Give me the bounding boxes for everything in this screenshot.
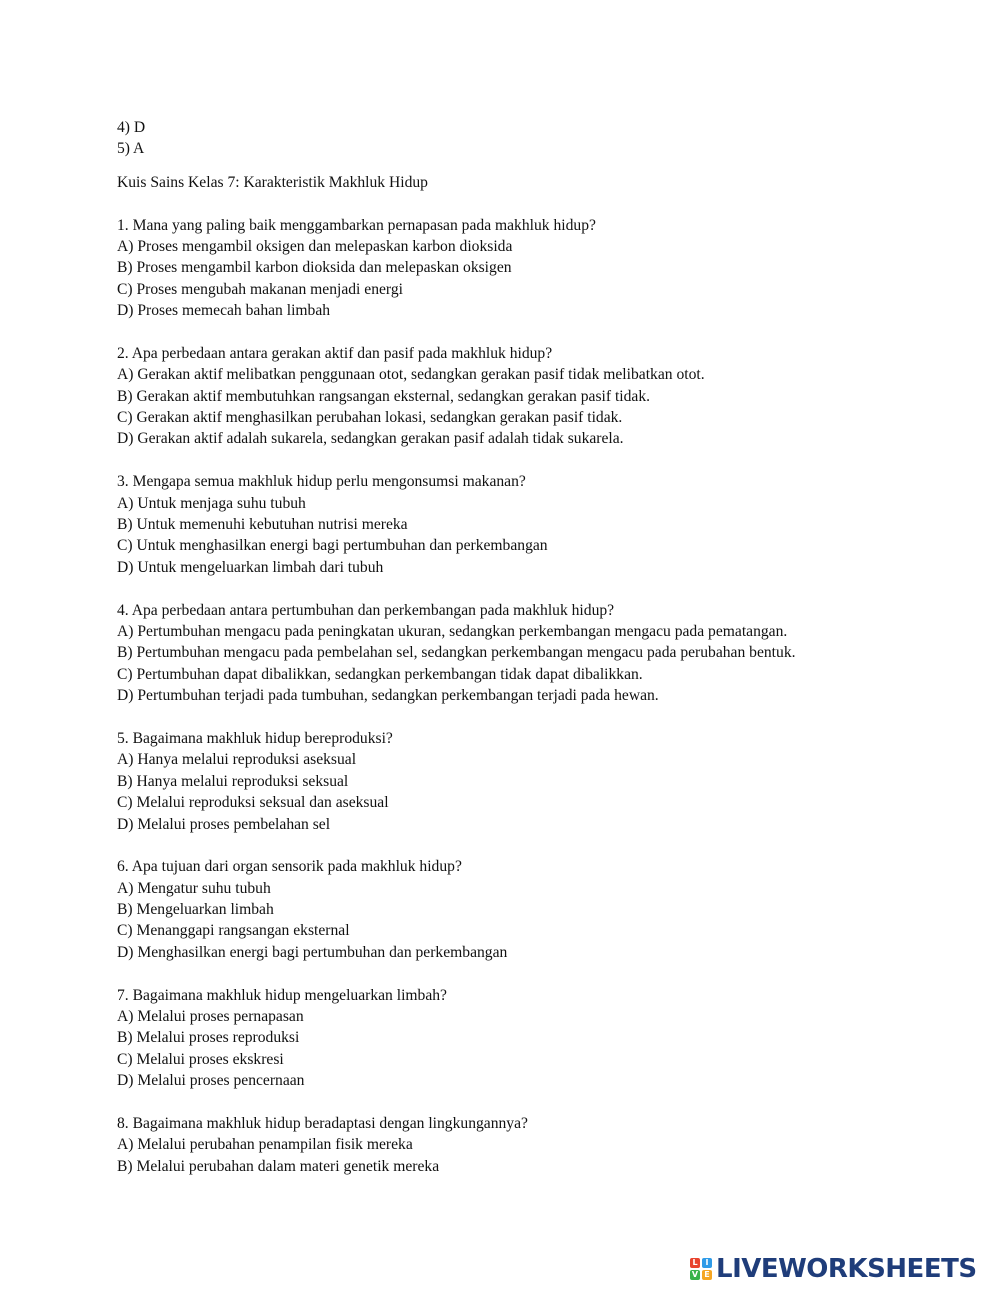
logo-mark-tile: V (691, 1270, 699, 1279)
answer-option: A) Pertumbuhan mengacu pada peningkatan ukuran, sedangkan perkembangan mengacu pada pematangan. (117, 622, 788, 640)
previous-answer: 5) A (117, 140, 145, 158)
question-list (117, 215, 977, 1178)
logo-mark-tile: I (702, 1258, 712, 1268)
answer-option: D) Untuk mengeluarkan limbah dari tubuh (117, 558, 384, 576)
question-block (117, 856, 977, 963)
question-text: 3. Mengapa semua makhluk hidup perlu mengonsumsi makanan? (117, 473, 526, 491)
answer-option: B) Gerakan aktif membutuhkan rangsangan eksternal, sedangkan gerakan pasif tidak. (117, 387, 651, 405)
question-text: 2. Apa perbedaan antara gerakan aktif dan pasif pada makhluk hidup? (117, 344, 553, 362)
answer-option: A) Gerakan aktif melibatkan penggunaan otot, sedangkan gerakan pasif tidak melibatkan otot. (117, 366, 705, 384)
question-text: 6. Apa tujuan dari organ sensorik pada makhluk hidup? (117, 858, 462, 876)
answer-option: B) Pertumbuhan mengacu pada pembelahan sel, sedangkan perkembangan mengacu pada perubahan bentuk. (117, 644, 796, 662)
answer-option: B) Hanya melalui reproduksi seksual (117, 772, 349, 790)
liveworksheets-logo (690, 1255, 977, 1283)
answer-option: A) Proses mengambil oksigen dan melepaskan karbon dioksida (117, 237, 513, 255)
answer-option: A) Melalui proses pernapasan (117, 1008, 304, 1026)
answer-option: B) Melalui perubahan dalam materi genetik mereka (117, 1157, 440, 1175)
quiz-title: Kuis Sains Kelas 7: Karakteristik Makhluk Hidup (117, 173, 428, 191)
answer-option: B) Proses mengambil karbon dioksida dan melepaskan oksigen (117, 259, 512, 277)
answer-option: A) Hanya melalui reproduksi aseksual (117, 751, 357, 769)
liveworksheets-logo-icon (690, 1258, 712, 1280)
answer-option: B) Melalui proses reproduksi (117, 1029, 300, 1047)
question-text: 7. Bagaimana makhluk hidup mengeluarkan limbah? (117, 986, 447, 1004)
document-body (117, 117, 977, 1177)
logo-mark-tile: L (690, 1258, 700, 1268)
question-block (117, 728, 977, 835)
answer-option: B) Untuk memenuhi kebutuhan nutrisi mereka (117, 516, 408, 534)
answer-option: C) Untuk menghasilkan energi bagi pertumbuhan dan perkembangan (117, 537, 548, 555)
answer-option: D) Melalui proses pencernaan (117, 1072, 305, 1090)
question-text: 1. Mana yang paling baik menggambarkan pernapasan pada makhluk hidup? (117, 216, 596, 234)
logo-mark-tile: E (702, 1270, 712, 1280)
logo-text: LIVEWORKSHEETS (716, 1254, 977, 1284)
answer-option: D) Melalui proses pembelahan sel (117, 815, 331, 833)
answer-option: D) Gerakan aktif adalah sukarela, sedangkan gerakan pasif adalah tidak sukarela. (117, 430, 624, 448)
answer-option: A) Mengatur suhu tubuh (117, 879, 271, 897)
answer-option: C) Menanggapi rangsangan eksternal (117, 922, 350, 940)
question-text: 5. Bagaimana makhluk hidup bereproduksi? (117, 729, 393, 747)
answer-option: D) Pertumbuhan terjadi pada tumbuhan, sedangkan perkembangan terjadi pada hewan. (117, 687, 659, 705)
question-block (117, 1113, 977, 1177)
question-block (117, 343, 977, 450)
answer-option: D) Menghasilkan energi bagi pertumbuhan dan perkembangan (117, 943, 508, 961)
question-text: 8. Bagaimana makhluk hidup beradaptasi dengan lingkungannya? (117, 1114, 528, 1132)
previous-answer: 4) D (117, 119, 146, 136)
question-text: 4. Apa perbedaan antara pertumbuhan dan perkembangan pada makhluk hidup? (117, 601, 615, 619)
question-block (117, 471, 977, 578)
answer-option: A) Untuk menjaga suhu tubuh (117, 494, 306, 512)
answer-option: A) Melalui perubahan penampilan fisik mereka (117, 1136, 413, 1154)
question-block (117, 985, 977, 1092)
question-block (117, 600, 977, 707)
answer-option: D) Proses memecah bahan limbah (117, 302, 331, 320)
answer-option: C) Pertumbuhan dapat dibalikkan, sedangkan perkembangan tidak dapat dibalikkan. (117, 665, 643, 683)
answer-option: B) Mengeluarkan limbah (117, 901, 274, 919)
answer-option: C) Proses mengubah makanan menjadi energi (117, 280, 403, 298)
question-block (117, 215, 977, 322)
answer-option: C) Melalui reproduksi seksual dan aseksual (117, 794, 389, 812)
answer-option: C) Gerakan aktif menghasilkan perubahan lokasi, sedangkan gerakan pasif tidak. (117, 409, 623, 427)
answer-option: C) Melalui proses ekskresi (117, 1050, 284, 1068)
